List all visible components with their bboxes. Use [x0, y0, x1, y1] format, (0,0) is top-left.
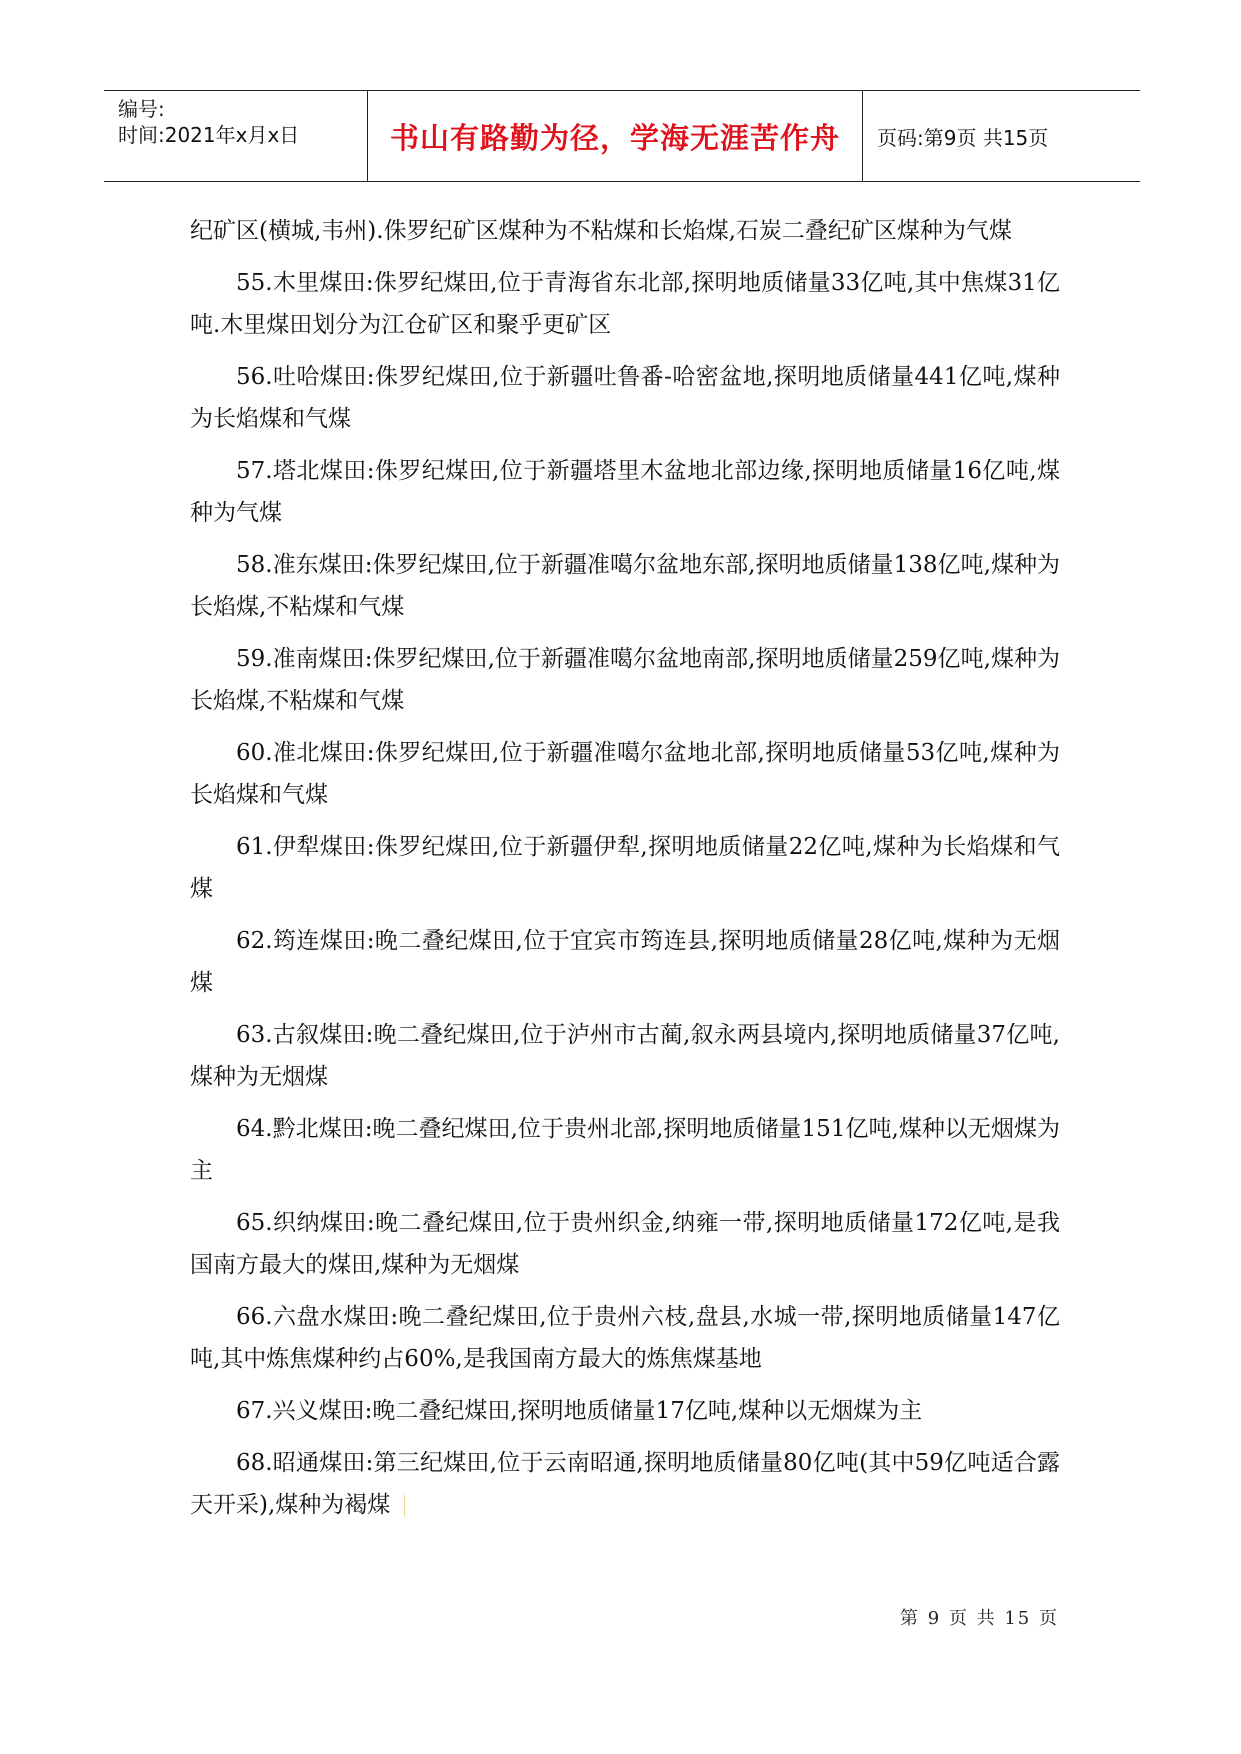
last-paragraph: [190, 1442, 1060, 1526]
document-body: [190, 210, 1060, 1536]
paragraph: 62.筠连煤田:晚二叠纪煤田,位于宜宾市筠连县,探明地质储量28亿吨,煤种为无烟煤: [190, 928, 1060, 996]
paragraph: 64.黔北煤田:晚二叠纪煤田,位于贵州北部,探明地质储量151亿吨,煤种以无烟煤为主: [190, 1116, 1060, 1184]
paragraph-text: 68.昭通煤田:第三纪煤田,位于云南昭通,探明地质储量80亿吨(其中59亿吨适合露天开采),煤种为褐煤: [190, 1450, 1060, 1518]
paragraph: 58.准东煤田:侏罗纪煤田,位于新疆准噶尔盆地东部,探明地质储量138亿吨,煤种为长焰煤,不粘煤和气煤: [190, 552, 1060, 620]
paragraph: 66.六盘水煤田:晚二叠纪煤田,位于贵州六枝,盘县,水城一带,探明地质储量147亿吨,其中炼焦煤种约占60%,是我国南方最大的炼焦煤基地: [190, 1304, 1060, 1372]
page-header: [104, 90, 1140, 182]
page-footer: 第 9 页 共 15 页: [900, 1608, 1059, 1629]
paragraph: 57.塔北煤田:侏罗纪煤田,位于新疆塔里木盆地北部边缘,探明地质储量16亿吨,煤种为气煤: [190, 458, 1060, 526]
paragraph: 61.伊犁煤田:侏罗纪煤田,位于新疆伊犁,探明地质储量22亿吨,煤种为长焰煤和气煤: [190, 834, 1060, 902]
text-cursor-mark: [404, 1495, 405, 1517]
paragraph: 65.织纳煤田:晚二叠纪煤田,位于贵州织金,纳雍一带,探明地质储量172亿吨,是我国南方最大的煤田,煤种为无烟煤: [190, 1210, 1060, 1278]
paragraph: 55.木里煤田:侏罗纪煤田,位于青海省东北部,探明地质储量33亿吨,其中焦煤31亿吨.木里煤田划分为江仓矿区和聚乎更矿区: [190, 270, 1060, 338]
document-number-label: 编号:: [118, 97, 165, 121]
document-time-label: 时间:2021年x月x日: [118, 123, 300, 147]
paragraph: 纪矿区(横城,韦州).侏罗纪矿区煤种为不粘煤和长焰煤,石炭二叠纪矿区煤种为气煤: [190, 218, 1012, 244]
header-page-info: 页码:第9页 共15页: [877, 125, 1049, 150]
header-meta: [104, 91, 368, 181]
paragraph: 67.兴义煤田:晚二叠纪煤田,探明地质储量17亿吨,煤种以无烟煤为主: [236, 1398, 923, 1424]
paragraph: 59.准南煤田:侏罗纪煤田,位于新疆准噶尔盆地南部,探明地质储量259亿吨,煤种为长焰煤,不粘煤和气煤: [190, 646, 1060, 714]
paragraph: 56.吐哈煤田:侏罗纪煤田,位于新疆吐鲁番-哈密盆地,探明地质储量441亿吨,煤种为长焰煤和气煤: [190, 364, 1060, 432]
header-motto-cell: [368, 91, 863, 181]
paragraph: 60.准北煤田:侏罗纪煤田,位于新疆准噶尔盆地北部,探明地质储量53亿吨,煤种为长焰煤和气煤: [190, 740, 1060, 808]
header-motto: 书山有路勤为径，学海无涯苦作舟: [389, 120, 840, 155]
paragraph: 63.古叙煤田:晚二叠纪煤田,位于泸州市古蔺,叙永两县境内,探明地质储量37亿吨,煤种为无烟煤: [190, 1022, 1060, 1090]
header-page-cell: [863, 91, 1140, 181]
